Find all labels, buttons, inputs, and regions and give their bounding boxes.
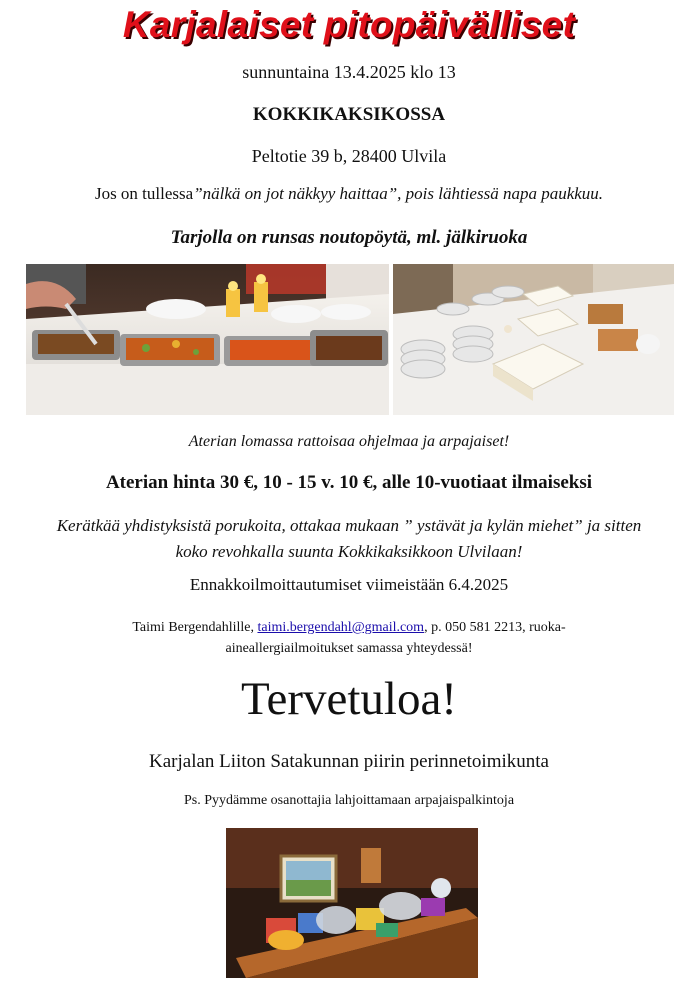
registration-deadline: Ennakkoilmoittautumiset viimeistään 6.4.2025 (189, 575, 509, 594)
welcome-heading: Tervetuloa! (241, 673, 457, 725)
hunger-line (0, 184, 698, 204)
buffet-offer: Tarjolla on runsas noutopöytä, ml. jälkiruoka (170, 227, 528, 248)
page-title: Karjalaiset pitopäivälliset (122, 4, 576, 45)
gather-line-2: koko revohkalla suunta Kokkikaksikkoon Ulvilaan! (175, 542, 523, 561)
postscript: Ps. Pyydämme osanottajia lahjoittamaan arpajaispalkintoja (183, 793, 515, 808)
venue-name: KOKKIKAKSIKOSSA (252, 104, 446, 125)
meal-price: Aterian hinta 30 €, 10 - 15 v. 10 €, alle 10-vuotiaat ilmaiseksi (105, 472, 593, 493)
hunger-lead: Jos on tullessa (94, 184, 194, 203)
contact-info (0, 617, 698, 659)
event-date: sunnuntaina 13.4.2025 klo 13 (242, 62, 456, 82)
raffle-prizes-photo (226, 828, 478, 978)
contact-email-link[interactable]: taimi.bergendahl@gmail.com (257, 620, 425, 635)
hunger-quote: ”nälkä on jot näkkyy haittaa”, pois lähtiessä napa paukkuu. (193, 184, 604, 203)
contact-suffix: , p. 050 581 2213, ruoka- (424, 620, 566, 635)
organizer-name: Karjalan Liiton Satakunnan piirin perinnetoimikunta (149, 751, 549, 772)
venue-address: Peltotie 39 b, 28400 Ulvila (251, 146, 447, 166)
gather-invitation (0, 513, 698, 565)
contact-prefix: Taimi Bergendahlille, (132, 620, 258, 635)
gather-line-1: Kerätkää yhdistyksistä porukoita, ottakaa mukaan ” ystävät ja kylän miehet” ja sitten (56, 516, 642, 535)
dessert-photo (393, 264, 674, 415)
contact-line-2: aineallergiailmoitukset samassa yhteydessä! (225, 641, 473, 656)
buffet-photo (26, 264, 389, 415)
program-note: Aterian lomassa rattoisaa ohjelmaa ja arpajaiset! (188, 433, 510, 450)
